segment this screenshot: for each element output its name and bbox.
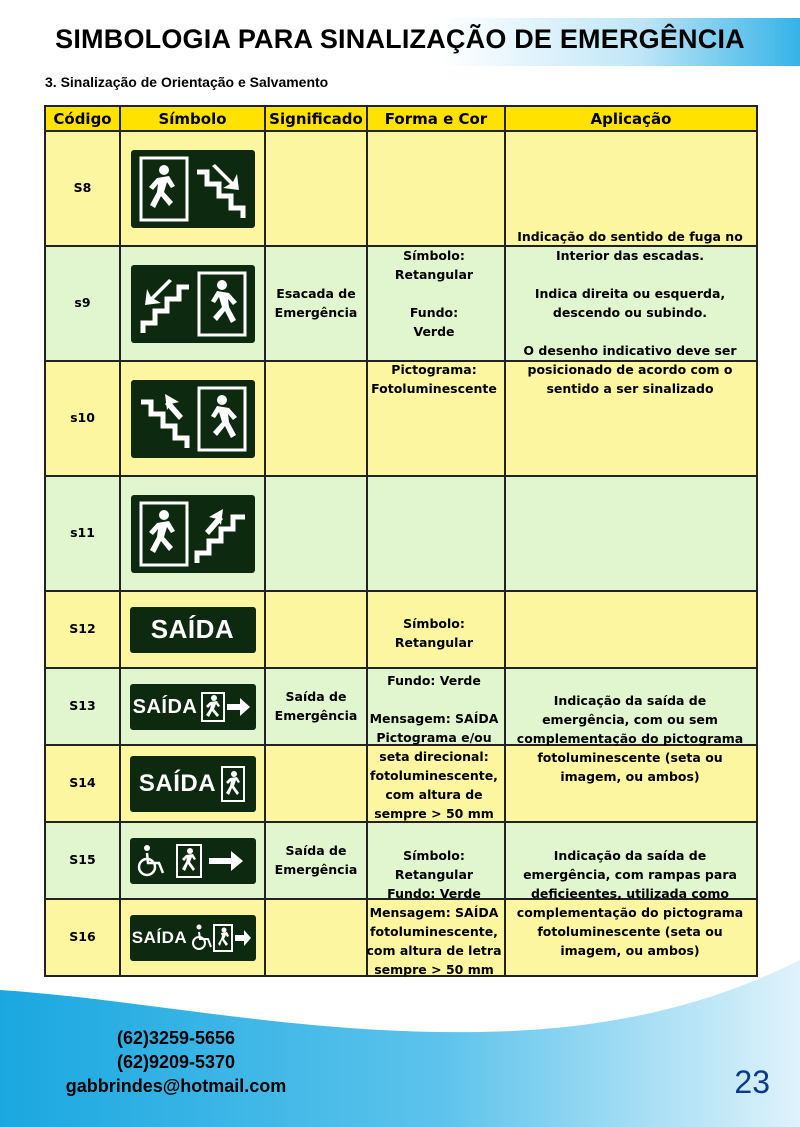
code-cell: S16 — [45, 899, 120, 976]
header-aplicacao: Aplicação — [505, 106, 757, 131]
header-simbolo: Símbolo — [120, 106, 265, 131]
code-cell: S14 — [45, 745, 120, 822]
code-cell: s9 — [45, 246, 120, 361]
table-header-row — [45, 106, 757, 131]
code-cell: s11 — [45, 476, 120, 591]
table-row — [45, 476, 757, 591]
arrow-right-icon — [235, 930, 251, 946]
running-man-icon — [206, 695, 220, 717]
arrow-right-icon — [227, 698, 250, 716]
symbol-cell — [120, 822, 265, 899]
stairs-up-left-icon — [141, 402, 187, 448]
aplicacao-saida: Indicação da saída de emergência, com ou sem complementação do pictograma fotoluminescente (seta ou imagem, ou ambos) — [516, 693, 744, 784]
running-man-icon — [211, 395, 237, 438]
aplicacao-escada: Indicação do sentido de fuga no Interior das escadas. Indica direita ou esquerda, descendo ou subindo. O desenho indicativo deve ser posicionado de acordo com o sentido a ser sinalizado — [517, 229, 743, 396]
wheelchair-icon — [193, 932, 211, 949]
sign-saida-wheelchair-arrow: SAÍDA — [130, 915, 256, 961]
significado-cell: Saída de Emergência — [265, 668, 367, 745]
header-forma-cor: Forma e Cor — [367, 106, 505, 131]
sign-saida-man: SAÍDA — [130, 756, 256, 812]
symbol-cell — [120, 131, 265, 246]
phone-1: (62)3259-5656 — [116, 1028, 236, 1048]
sign-exit-stairs-down-left — [131, 265, 255, 343]
header-significado: Significado — [265, 106, 367, 131]
sign-exit-stairs-up-left — [131, 380, 255, 458]
sign-saida-arrow: SAÍDA — [130, 684, 256, 730]
code-cell: S13 — [45, 668, 120, 745]
forma-cor-escada: Símbolo: Retangular Fundo: Verde Pictograma: Fotoluminescente — [371, 248, 497, 396]
running-man-icon — [226, 771, 240, 795]
arrow-right-icon — [209, 851, 243, 871]
forma-cor-saida: Símbolo: Retangular Fundo: Verde Mensagem: SAÍDA Pictograma e/ou seta direcional: fotoluminescente, com altura de sempre > 50 mm — [369, 616, 499, 821]
header-codigo: Código — [45, 106, 120, 131]
page-title: SIMBOLOGIA PARA SINALIZAÇÃO DE EMERGÊNCIA — [55, 24, 745, 54]
contact-block — [36, 1026, 316, 1098]
phone-2: (62)9209-5370 — [116, 1052, 236, 1072]
running-man-icon — [218, 927, 229, 946]
code-cell: s10 — [45, 361, 120, 476]
wheelchair-icon — [139, 853, 163, 875]
sign-exit-stairs-down-right — [131, 150, 255, 228]
symbol-cell — [120, 668, 265, 745]
running-man-icon — [149, 510, 175, 553]
page-number: 23 — [734, 1064, 770, 1100]
forma-cor-saida-acessivel: Símbolo: Retangular Fundo: Verde Mensagem: SAÍDA fotoluminescente, com altura de letra sempre > 50 mm — [366, 848, 502, 977]
code-cell: S8 — [45, 131, 120, 246]
aplicacao-saida-acessivel: Indicação da saída de emergência, com rampas para deficieentes, utilizada como complementação do pictograma fotoluminescente (seta ou imagem, ou ambos) — [516, 848, 744, 958]
section-subtitle: 3. Sinalização de Orientação e Salvamento — [45, 74, 329, 90]
stairs-down-left-icon — [143, 287, 189, 333]
running-man-icon — [211, 280, 237, 323]
code-cell: S12 — [45, 591, 120, 668]
sign-exit-stairs-up-right — [131, 495, 255, 573]
symbol-cell — [120, 361, 265, 476]
sign-saida: SAÍDA — [130, 607, 256, 653]
symbol-cell — [120, 591, 265, 668]
symbol-cell — [120, 476, 265, 591]
sign-wheelchair-exit-arrow — [130, 838, 256, 884]
arrow-right-icon — [165, 394, 185, 420]
running-man-icon — [182, 848, 196, 871]
significado-cell: Saída de Emergência — [265, 822, 367, 899]
running-man-icon — [149, 165, 175, 208]
email: gabbrindes@hotmail.com — [65, 1076, 287, 1096]
symbol-cell — [120, 745, 265, 822]
significado-cell: Esacada de Emergência — [265, 246, 367, 361]
symbol-cell — [120, 246, 265, 361]
code-cell: S15 — [45, 822, 120, 899]
